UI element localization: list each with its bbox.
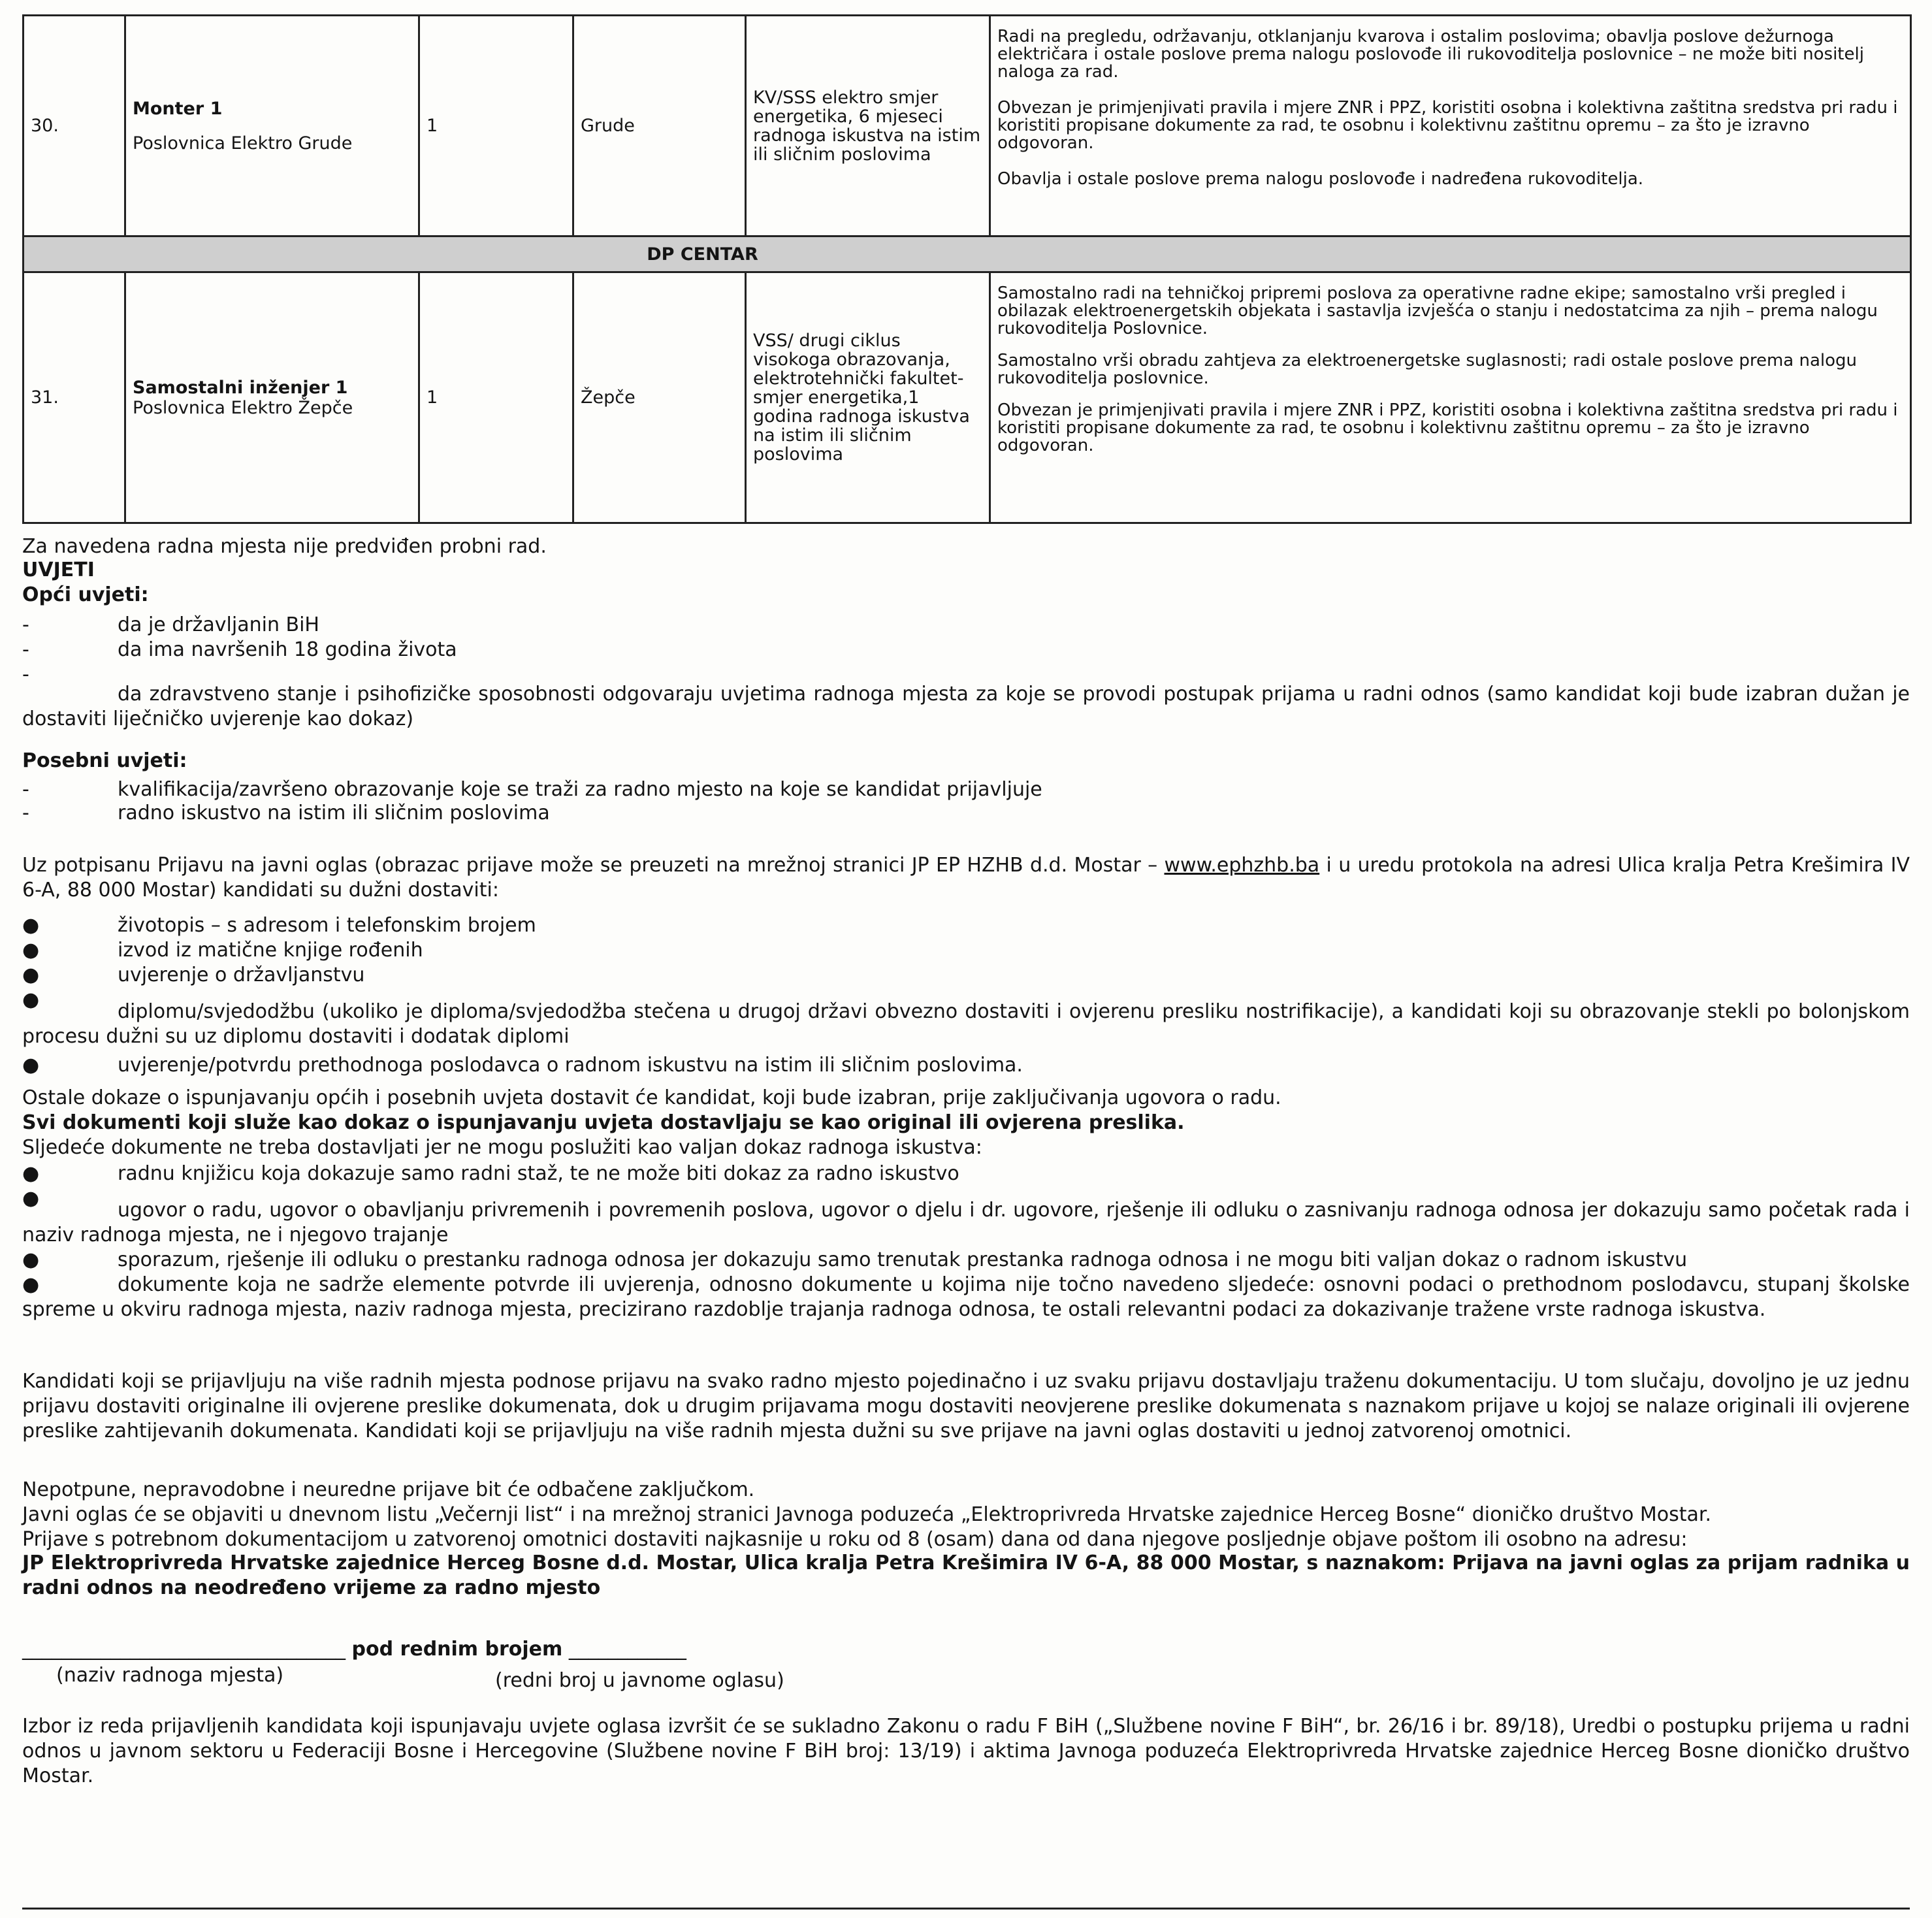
selection-note: Izbor iz reda prijavljenih kandidata koji ispunjavaju uvjete oglasa izvršit će se sukladno Zakonu o radu F BiH („Službene novine F BiH“, br. 26/16 i br. 89/18), Uredbi o postupku prijema u radni odnos u javnom sektoru u Federaciji Bosne i Hercegovine (Službene novine F BiH broj: 13/19) i aktima Javnoga poduzeća Elektroprivreda Hrvatske zajednice Herceg Bosne dioničko društvo Mostar. (22, 1715, 1910, 1787)
job-title: Monter 1 (133, 98, 223, 119)
condition-text: da ima navršenih 18 godina života (118, 638, 457, 661)
bullet-marker: ● (22, 914, 40, 937)
dash-marker: - (22, 663, 29, 686)
job-description (990, 16, 1911, 236)
section-title: DP CENTAR (24, 236, 1911, 272)
bottom-rule (22, 1908, 1910, 1910)
job-unit: Poslovnica Elektro Grude (133, 133, 353, 154)
form-label-number: (redni broj u javnome oglasu) (495, 1669, 784, 1692)
original-documents-note: Svi dokumenti koji služe kao dokaz o ispunjavanju uvjeta dostavljaju se kao original ili ovjerena preslika. (22, 1111, 1185, 1134)
special-conditions-heading: Posebni uvjeti: (22, 749, 187, 772)
job-title-cell (125, 272, 419, 523)
general-conditions-heading: Opći uvjeti: (22, 583, 149, 606)
job-location: Grude (573, 16, 746, 236)
conditions-heading: UVJETI (22, 559, 95, 581)
not-needed-text: ugovor o radu, ugovor o obavljanju privremenih i povremenih poslova, ugovor o djelu i dr. ugovore, rješenje ili odluku o zasnivanju radnoga odnosa jer dokazuju samo početak rada i naziv radnoga mjesta, ne i njegovo trajanje (22, 1199, 1910, 1246)
section-header-row (24, 236, 1911, 272)
list-item (22, 1187, 1910, 1248)
submission-address: JP Elektroprivreda Hrvatske zajednice Herceg Bosne d.d. Mostar, Ulica kralja Petra Krešimira IV 6-A, 88 000 Mostar, s naznakom: Prijava na javni oglas za prijam radnika u radni odnos na neodređeno vrijeme za radno mjesto (22, 1552, 1910, 1599)
dash-marker: - (22, 802, 29, 824)
job-title: Samostalni inženjer 1 (133, 377, 348, 398)
form-label-job-title: (naziv radnoga mjesta) (56, 1664, 284, 1687)
intro-text: i u uredu protokola na adresi Ulica kralja Petra Krešimira IV 6-A, 88 000 Mostar) kandidati su dužni dostaviti: (22, 854, 1910, 902)
description-paragraph: Samostalno vrši obradu zahtjeva za elektroenergetske suglasnosti; radi ostale poslove prema nalogu rukovoditelja poslovnice. (997, 351, 1858, 388)
not-needed-text: dokumente koja ne sadrže elemente potvrde ili uvjerenja, odnosno dokumente u kojima nije točno navedeno sljedeće: osnovni podaci o prethodnom poslodavcu, stupanj školske spreme u okviru radnoga mjesta, naziv radnoga mjesta, precizirano razdoblje trajanja radnoga odnosa, te ostali relevantni podaci za dokazivanje tražene vrste radnoga iskustva. (22, 1273, 1910, 1321)
position-count: 1 (419, 272, 573, 523)
dash-marker: - (22, 638, 29, 661)
other-proofs-note: Ostale dokaze o ispunjavanju općih i posebnih uvjeta dostavit će kandidat, koji bude izabran, prije zaključivanja ugovora o radu. (22, 1086, 1281, 1109)
not-needed-text: radnu knjižicu koja dokazuje samo radni staž, te ne može biti dokaz za radno iskustvo (118, 1162, 959, 1185)
job-unit: Poslovnica Elektro Žepče (133, 397, 353, 418)
position-count: 1 (419, 16, 573, 236)
table-row (24, 272, 1911, 523)
job-qualification: KV/SSS elektro smjer energetika, 6 mjeseci radnoga iskustva na istim ili sličnim poslovima (746, 16, 990, 236)
job-location: Žepče (573, 272, 746, 523)
bullet-marker: ● (22, 964, 40, 986)
description-paragraph: Obvezan je primjenjivati pravila i mjere ZNR i PPZ, koristiti osobna i kolektivna zaštitna sredstva pri radu i koristiti propisane dokumente za rad, te osobnu i kolektivnu zaštitnu opremu – za što je izravno odgovoran. (997, 400, 1898, 455)
list-item (22, 663, 1910, 732)
document-text: životopis – s adresom i telefonskim brojem (118, 914, 536, 937)
not-needed-intro: Sljedeće dokumente ne treba dostavljati jer ne mogu poslužiti kao valjan dokaz radnoga iskustva: (22, 1136, 982, 1159)
bullet-marker: ● (22, 1273, 40, 1296)
not-needed-text: sporazum, rješenje ili odluku o prestanku radnoga odnosa jer dokazuju samo trenutak prestanka radnoga odnosa i ne mogu biti valjan dokaz o radnom iskustvu (118, 1248, 1688, 1271)
publication-note: Javni oglas će se objaviti u dnevnom listu „Večernji list“ i na mrežnoj stranici Javnoga poduzeća „Elektroprivreda Hrvatske zajednice Herceg Bosne“ dioničko društvo Mostar. (22, 1503, 1712, 1526)
blank-number: ____________ (568, 1638, 686, 1661)
form-line (22, 1637, 1910, 1662)
document-text: uvjerenje/potvrdu prethodnoga poslodavca o radnom iskustvu na istim ili sličnim poslovima. (118, 1054, 1023, 1077)
list-item (22, 988, 1910, 1049)
job-positions-table (22, 14, 1912, 524)
probation-note: Za navedena radna mjesta nije predviđen probni rad. (22, 535, 547, 558)
list-item (22, 1273, 1910, 1322)
job-qualification: VSS/ drugi ciklus visokoga obrazovanja, elektrotehnički fakultet-smjer energetika,1 godina radnoga iskustva na istim ili sličnim poslovima (746, 272, 990, 523)
dash-marker: - (22, 613, 29, 636)
condition-text: kvalifikacija/završeno obrazovanje koje se traži za radno mjesto na koje se kandidat prijavljuje (118, 778, 1042, 801)
row-number: 31. (24, 272, 125, 523)
bullet-marker: ● (22, 988, 40, 1011)
bullet-marker: ● (22, 939, 40, 962)
form-mid-label: pod rednim brojem (351, 1638, 563, 1661)
bullet-marker: ● (22, 1162, 40, 1185)
condition-text: da zdravstveno stanje i psihofizičke sposobnosti odgovaraju uvjetima radnoga mjesta za koje se provodi postupak prijama u radni odnos (samo kandidat koji bude izabran dužan je dostaviti liječničko uvjerenje kao dokaz) (22, 683, 1910, 730)
bullet-marker: ● (22, 1054, 40, 1077)
description-paragraph: Radi na pregledu, održavanju, otklanjanju kvarova i ostalim poslovima; obavlja poslove dežurnoga električara i ostale poslove prema nalogu poslovođe ili rukovoditelja poslovnice – ne može biti nositelj naloga za rad. (997, 27, 1864, 82)
bullet-marker: ● (22, 1248, 40, 1271)
dash-marker: - (22, 778, 29, 801)
description-paragraph: Samostalno radi na tehničkoj pripremi poslova za operativne radne ekipe; samostalno vrši pregled i obilazak elektroenergetskih objekata i sastavlja izvješća o stanju i nedostatcima za njih – prema nalogu rukovoditelja Poslovnice. (997, 284, 1878, 338)
condition-text: da je državljanin BiH (118, 613, 319, 636)
table-row (24, 16, 1911, 236)
submission-note: Prijave s potrebnom dokumentacijom u zatvorenoj omotnici dostaviti najkasnije u roku od 8 (osam) dana od dana njegove posljednje objave poštom ili osobno na adresu: (22, 1528, 1688, 1551)
job-description (990, 272, 1911, 523)
condition-text: radno iskustvo na istim ili sličnim poslovima (118, 802, 550, 824)
description-paragraph: Obavlja i ostale poslove prema nalogu poslovođe i nadređena rukovoditelja. (997, 169, 1644, 189)
bullet-marker: ● (22, 1187, 40, 1210)
website-link[interactable]: www.ephzhb.ba (1164, 854, 1320, 877)
document-text: izvod iz matične knjige rođenih (118, 939, 423, 962)
multi-application-note: Kandidati koji se prijavljuju na više radnih mjesta podnose prijavu na svako radno mjesto pojedinačno i uz svaku prijavu dostavljaju traženu dokumentaciju. U tom slučaju, dovoljno je uz jednu prijavu dostaviti originalne ili ovjerene preslike dokumenata, dok u drugim prijavama mogu dostaviti neovjerene preslike dokumenata s naznakom prijave u kojoj se nalaze originali ili ovjerene preslike zahtijevanih dokumenata. Kandidati koji se prijavljuju na više radnih mjesta dužni su sve prijave na javni oglas dostaviti u jednoj zatvorenoj omotnici. (22, 1370, 1910, 1442)
job-title-cell (125, 16, 419, 236)
application-intro (22, 853, 1910, 903)
description-paragraph: Obvezan je primjenjivati pravila i mjere ZNR i PPZ, koristiti osobna i kolektivna zaštitna sredstva pri radu i koristiti propisane dokumente za rad, te osobnu i kolektivnu zaštitnu opremu – za što je izravno odgovoran. (997, 98, 1898, 153)
blank-job-title: _________________________________ (22, 1638, 346, 1661)
document-text: uvjerenje o državljanstvu (118, 964, 365, 986)
document-text: diplomu/svjedodžbu (ukoliko je diploma/svjedodžba stečena u drugoj državi obvezno dostaviti i ovjerenu presliku nostrifikacije), a kandidati koji su obrazovanje stekli po bolonjskom procesu dužni su uz diplomu dostaviti i dodatak diplomi (22, 1000, 1910, 1048)
incomplete-note: Nepotpune, nepravodobne i neuredne prijave bit će odbačene zaključkom. (22, 1478, 755, 1501)
row-number: 30. (24, 16, 125, 236)
intro-text: Uz potpisanu Prijavu na javni oglas (obrazac prijave može se preuzeti na mrežnoj stranici JP EP HZHB d.d. Mostar – (22, 854, 1165, 877)
